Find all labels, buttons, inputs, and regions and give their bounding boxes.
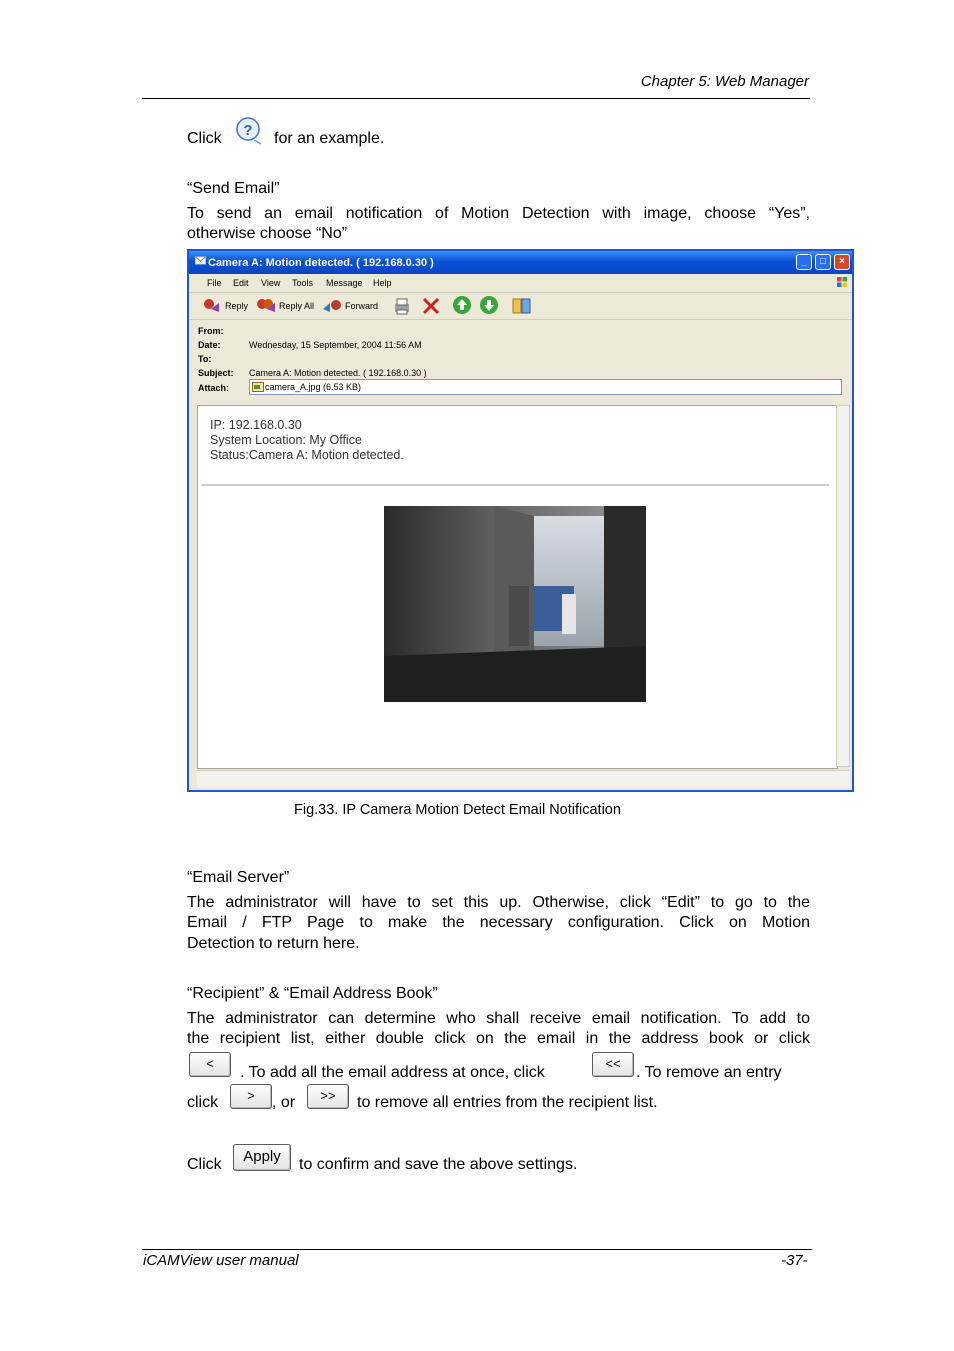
recipient-line3-end: . To remove an entry — [636, 1064, 782, 1081]
add-all-recipients-button[interactable]: << — [592, 1052, 634, 1077]
camera-snapshot-image — [384, 506, 646, 702]
message-body — [197, 405, 838, 769]
intro-line — [187, 129, 222, 150]
date-value: Wednesday, 15 September, 2004 11:56 AM — [249, 340, 422, 350]
reply-button[interactable]: Reply — [225, 301, 249, 311]
email-server-heading: “Email Server” — [187, 869, 290, 886]
apply-button[interactable]: Apply — [233, 1144, 291, 1171]
window-titlebar — [189, 251, 852, 274]
windows-logo-icon — [836, 276, 848, 290]
body-divider — [202, 484, 829, 486]
menu-bar — [189, 274, 852, 293]
toolbar — [189, 293, 852, 320]
forward-button[interactable]: Forward — [345, 301, 379, 311]
body-location: System Location: My Office — [210, 433, 362, 447]
recipient-line1: The administrator can determine who shall receive email notification. To add to — [187, 1010, 810, 1027]
minimize-icon[interactable]: _ — [796, 254, 812, 270]
forward-icon[interactable] — [321, 297, 343, 317]
help-icon[interactable] — [234, 116, 264, 146]
recipient-line3-mid: . To add all the email address at once, click — [240, 1064, 545, 1081]
jpg-file-icon — [252, 382, 264, 394]
recipient-line4-end: to remove all entries from the recipient list. — [357, 1094, 658, 1111]
recipient-line2: the recipient list, either double click on the email in the address book or click — [187, 1030, 810, 1047]
close-icon[interactable]: × — [834, 254, 850, 270]
delete-icon[interactable] — [421, 296, 441, 318]
recipient-line4-mid: , or — [272, 1094, 296, 1111]
menu-edit[interactable]: Edit — [233, 278, 249, 288]
footer-page-number: -37- — [781, 1252, 808, 1269]
print-icon[interactable] — [392, 296, 412, 318]
addresses-icon[interactable] — [511, 296, 533, 318]
menu-help[interactable]: Help — [373, 278, 392, 288]
horizontal-scrollbar[interactable] — [197, 770, 850, 788]
menu-tools[interactable]: Tools — [292, 278, 314, 288]
previous-icon[interactable] — [452, 295, 472, 317]
send-email-line1: To send an email notification of Motion Detection with image, choose “Yes”, — [187, 205, 810, 222]
intro-click-text: Click — [187, 130, 222, 147]
to-label: To: — [198, 354, 212, 364]
from-label: From: — [198, 326, 224, 336]
next-icon[interactable] — [479, 295, 499, 317]
chapter-header: Chapter 5: Web Manager — [640, 73, 809, 90]
subject-value: Camera A: Motion detected. ( 192.168.0.30 ) — [249, 368, 427, 378]
header-rule — [142, 98, 810, 99]
maximize-icon[interactable]: □ — [815, 254, 831, 270]
vertical-scrollbar[interactable] — [836, 405, 850, 767]
subject-label: Subject: — [198, 368, 234, 378]
window-title: Camera A: Motion detected. ( 192.168.0.30 ) — [208, 257, 434, 269]
footer-manual-title: iCAMView user manual — [143, 1252, 299, 1269]
menu-message[interactable]: Message — [326, 278, 363, 288]
apply-prefix: Click — [187, 1156, 222, 1173]
figure-caption: Fig.33. IP Camera Motion Detect Email Notification — [294, 802, 621, 818]
email-server-line1: The administrator will have to set this up. Otherwise, click “Edit” to go to the — [187, 894, 810, 911]
envelope-icon — [195, 255, 206, 269]
attach-label: Attach: — [198, 383, 229, 393]
reply-all-icon[interactable] — [255, 297, 279, 317]
email-server-line3: Detection to return here. — [187, 935, 360, 952]
send-email-heading: “Send Email” — [187, 180, 280, 197]
intro-suffix: for an example. — [274, 130, 385, 147]
send-email-line2: otherwise choose “No” — [187, 225, 348, 242]
remove-all-recipients-button[interactable]: >> — [307, 1084, 349, 1109]
recipient-line4-start: click — [187, 1094, 219, 1111]
email-server-line2: Email / FTP Page to make the necessary configuration. Click on Motion — [187, 914, 810, 931]
attachment-field[interactable] — [249, 379, 842, 395]
reply-icon[interactable] — [201, 297, 223, 317]
menu-view[interactable]: View — [261, 278, 281, 288]
footer-rule — [142, 1249, 812, 1250]
svg-text:?: ? — [243, 122, 253, 139]
reply-all-button[interactable]: Reply All — [279, 301, 315, 311]
body-status: Status:Camera A: Motion detected. — [210, 448, 404, 462]
date-label: Date: — [198, 340, 221, 350]
remove-recipient-button[interactable]: > — [230, 1084, 272, 1109]
add-recipient-button[interactable]: < — [189, 1052, 231, 1077]
recipient-heading: “Recipient” & “Email Address Book” — [187, 985, 438, 1002]
body-ip: IP: 192.168.0.30 — [210, 418, 302, 432]
apply-suffix: to confirm and save the above settings. — [299, 1156, 578, 1173]
attach-value[interactable]: camera_A.jpg (6.53 KB) — [265, 382, 362, 392]
email-window — [187, 249, 854, 792]
menu-file[interactable]: File — [207, 278, 222, 288]
